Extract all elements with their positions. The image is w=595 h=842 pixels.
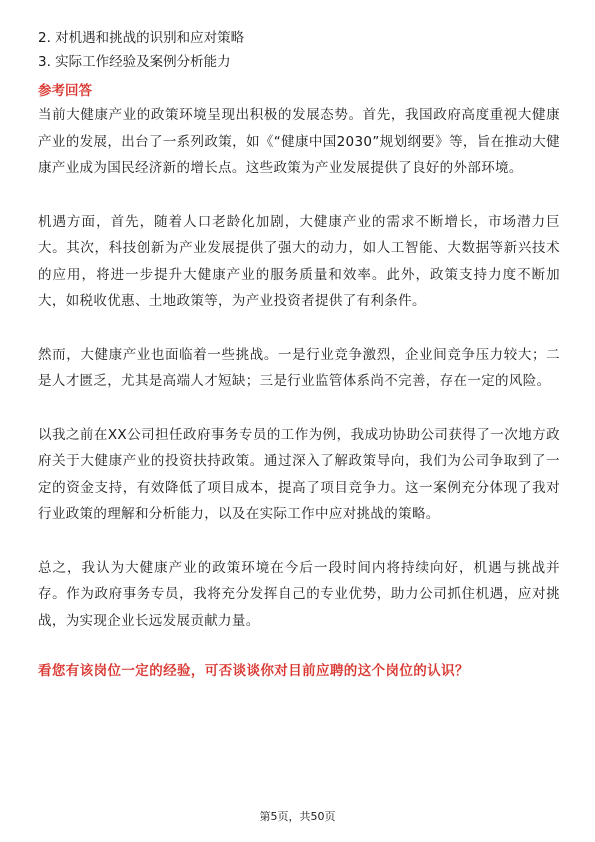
- document-page: [38, 26, 560, 683]
- answer-paragraph: 机遇方面，首先，随着人口老龄化加剧，大健康产业的需求不断增长，市场潜力巨大。其次，科技创新为产业发展提供了强大的动力，如人工智能、大数据等新兴技术的应用，将进一步提升大健康产业的服务质量和效率。此外，政策支持力度不断加大，如税收优惠、土地政策等，为产业投资者提供了有利条件。: [38, 213, 560, 309]
- answer-paragraph: 以我之前在XX公司担任政府事务专员的工作为例，我成功协助公司获得了一次地方政府关于大健康产业的投资扶持政策。通过深入了解政策导向，我们为公司争取到了一定的资金支持，有效降低了项目成本，提高了项目竞争力。这一案例充分体现了我对行业政策的理解和分析能力，以及在实际工作中应对挑战的策略。: [38, 426, 560, 522]
- answer-paragraph: 当前大健康产业的政策环境呈现出积极的发展态势。首先，我国政府高度重视大健康产业的发展，出台了一系列政策，如《“健康中国2030”规划纲要》等，旨在推动大健康产业成为国民经济新的增长点。这些政策为产业发展提供了良好的外部环境。: [38, 107, 560, 176]
- answer-paragraph: 然而，大健康产业也面临着一些挑战。一是行业竞争激烈，企业间竞争压力较大；二是人才匮乏，尤其是高端人才短缺；三是行业监管体系尚不完善，存在一定的风险。: [38, 346, 560, 389]
- answer-paragraph: 总之，我认为大健康产业的政策环境在今后一段时间内将持续向好，机遇与挑战并存。作为政府事务专员，我将充分发挥自己的专业优势，助力公司抓住机遇，应对挑战，为实现企业长远发展贡献力量。: [38, 559, 560, 629]
- next-question: 看您有该岗位一定的经验，可否谈谈你对目前应聘的这个岗位的认识？: [38, 663, 469, 679]
- page-footer: 第5页，共50页: [259, 810, 336, 823]
- answer-heading: 参考回答: [38, 83, 92, 99]
- list-item: 2. 对机遇和挑战的识别和应对策略: [38, 30, 245, 46]
- list-item: 3. 实际工作经验及案例分析能力: [38, 54, 231, 70]
